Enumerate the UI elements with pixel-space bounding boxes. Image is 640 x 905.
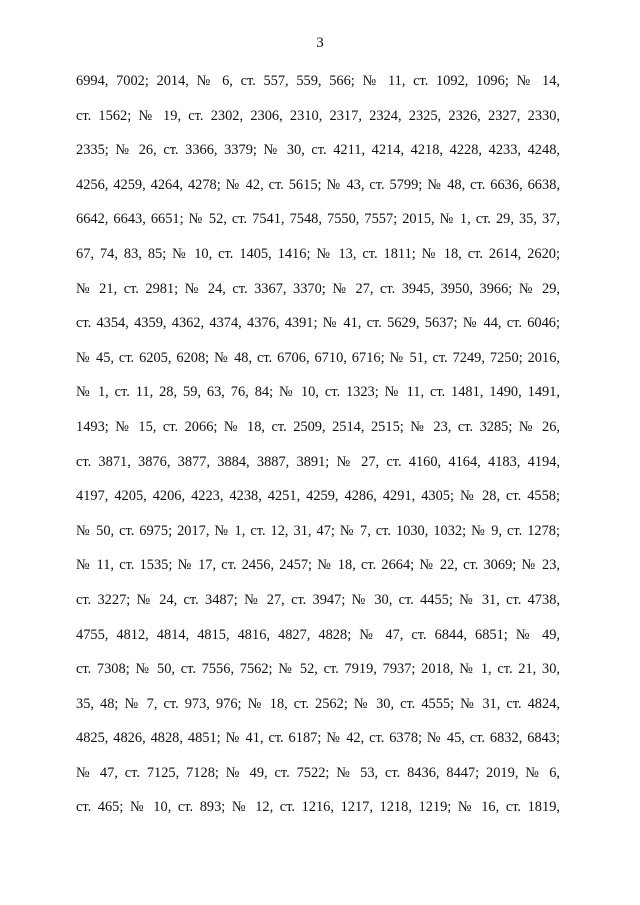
page-number: 3 [316, 35, 324, 51]
text-line: 4755, 4812, 4814, 4815, 4816, 4827, 4828; № 47, ст. 6844, 6851; № 49, [76, 626, 560, 643]
text-line: ст. 465; № 10, ст. 893; № 12, ст. 1216, 1217, 1218, 1219; № 16, ст. 1819, [76, 799, 560, 816]
text-line: 1493; № 15, ст. 2066; № 18, ст. 2509, 2514, 2515; № 23, ст. 3285; № 26, [76, 418, 560, 435]
text-line: 4256, 4259, 4264, 4278; № 42, ст. 5615; № 43, ст. 5799; № 48, ст. 6636, 6638, [76, 176, 560, 193]
text-line: № 50, ст. 6975; 2017, № 1, ст. 12, 31, 47; № 7, ст. 1030, 1032; № 9, ст. 1278; [76, 522, 560, 539]
text-line: № 45, ст. 6205, 6208; № 48, ст. 6706, 6710, 6716; № 51, ст. 7249, 7250; 2016, [76, 349, 560, 366]
text-line: 67, 74, 83, 85; № 10, ст. 1405, 1416; № 13, ст. 1811; № 18, ст. 2614, 2620; [76, 245, 560, 262]
text-line: 2335; № 26, ст. 3366, 3379; № 30, ст. 4211, 4214, 4218, 4228, 4233, 4248, [76, 142, 560, 159]
text-line: № 11, ст. 1535; № 17, ст. 2456, 2457; № 18, ст. 2664; № 22, ст. 3069; № 23, [76, 557, 560, 574]
text-line: 35, 48; № 7, ст. 973, 976; № 18, ст. 2562; № 30, ст. 4555; № 31, ст. 4824, [76, 695, 560, 712]
text-line: № 21, ст. 2981; № 24, ст. 3367, 3370; № 27, ст. 3945, 3950, 3966; № 29, [76, 280, 560, 297]
text-line: 6642, 6643, 6651; № 52, ст. 7541, 7548, 7550, 7557; 2015, № 1, ст. 29, 35, 37, [76, 211, 560, 228]
text-line: ст. 1562; № 19, ст. 2302, 2306, 2310, 2317, 2324, 2325, 2326, 2327, 2330, [76, 107, 560, 124]
text-line: № 1, ст. 11, 28, 59, 63, 76, 84; № 10, ст. 1323; № 11, ст. 1481, 1490, 1491, [76, 384, 560, 401]
text-line: 4197, 4205, 4206, 4223, 4238, 4251, 4259, 4286, 4291, 4305; № 28, ст. 4558; [76, 488, 560, 505]
text-line: ст. 3227; № 24, ст. 3487; № 27, ст. 3947; № 30, ст. 4455; № 31, ст. 4738, [76, 591, 560, 608]
body-text [76, 71, 560, 832]
text-line: ст. 4354, 4359, 4362, 4374, 4376, 4391; № 41, ст. 5629, 5637; № 44, ст. 6046; [76, 315, 560, 332]
text-line: 4825, 4826, 4828, 4851; № 41, ст. 6187; № 42, ст. 6378; № 45, ст. 6832, 6843; [76, 730, 560, 747]
text-line: 6994, 7002; 2014, № 6, ст. 557, 559, 566; № 11, ст. 1092, 1096; № 14, [76, 73, 560, 89]
text-line: № 47, ст. 7125, 7128; № 49, ст. 7522; № 53, ст. 8436, 8447; 2019, № 6, [76, 764, 560, 781]
text-line: ст. 7308; № 50, ст. 7556, 7562; № 52, ст. 7919, 7937; 2018, № 1, ст. 21, 30, [76, 661, 560, 678]
text-line: ст. 3871, 3876, 3877, 3884, 3887, 3891; № 27, ст. 4160, 4164, 4183, 4194, [76, 453, 560, 470]
